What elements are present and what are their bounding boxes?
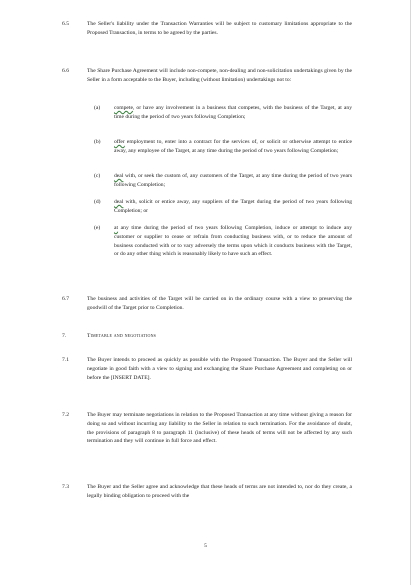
- paragraph-text: The Buyer may terminate negotiations in relation to the Proposed Transaction at any time without giving a reason for doing so and without incurring any liability to the Seller in relation to such termination. For the avoidance of doubt, the provisions of paragraph 8 to paragraph 11 (inclusive) of these heads of terms will not be affected by any such termination and they will continue in full force and effect.: [87, 412, 352, 445]
- subparagraph-a: [94, 104, 352, 122]
- paragraph-number: 7.2: [62, 412, 69, 418]
- subparagraph-number: (a): [94, 105, 101, 111]
- paragraph-text: The Seller's liability under the Transaction Warranties will be subject to customary limitations appropriate to the Proposed Transaction, in terms to be agreed by the parties.: [87, 21, 352, 36]
- spellcheck-word: compete: [114, 105, 133, 111]
- subparagraph-c: [94, 172, 352, 190]
- subparagraph-number: (c): [94, 173, 101, 179]
- paragraph-7-2: [62, 411, 352, 446]
- paragraph-number: 6.6: [62, 68, 69, 74]
- paragraph-text: The Share Purchase Agreement will include non-compete, non-dealing and non-solicitation undertakings given by the Seller in a form acceptable to the Buyer, including (without limitation) undertakings not to:: [87, 68, 352, 83]
- subparagraph-d: [94, 198, 352, 216]
- subparagraph-number: (e): [94, 225, 101, 231]
- subparagraph-e: [94, 224, 352, 259]
- paragraph-number: 7.3: [62, 484, 69, 490]
- paragraph-text: The Buyer and the Seller agree and acknowledge that these heads of terms are not intended to, nor do they create, a legally binding obligation to proceed with the: [87, 484, 352, 499]
- paragraph-text: The business and activities of the Target will be carried on in the ordinary course with a view to preserving the goodwill of the Target prior to Completion.: [87, 296, 352, 311]
- page-number: 5: [204, 543, 207, 549]
- spellcheck-word: at: [114, 225, 119, 231]
- subparagraph-text: offer employment to, enter into a contract for the services of, or solicit or otherwise attempt to entice away, any employee of the Target, at any time during the period of two years following Completion;: [114, 139, 352, 154]
- spellcheck-word: deal: [114, 173, 124, 179]
- subparagraph-b: [94, 138, 352, 156]
- section-heading-7: [62, 332, 352, 341]
- subparagraph-number: (d): [94, 199, 101, 205]
- subparagraph-text: deal with, or seek the custom of, any customers of the Target, at any time during the period of two years following Completion;: [114, 173, 352, 188]
- paragraph-number: 6.5: [62, 21, 69, 27]
- spellcheck-word: deal: [114, 199, 124, 205]
- paragraph-text: The Buyer intends to proceed as quickly as possible with the Proposed Transaction. The Buyer and the Seller will negotiate in good faith with a view to signing and exchanging the Share Purchase Agreement and completing on or before the [INSERT DATE].: [87, 357, 352, 381]
- paragraph-6-7: [62, 295, 352, 313]
- subparagraph-number: (b): [94, 139, 101, 145]
- paragraph-6-6: [62, 67, 352, 85]
- paragraph-number: 6.7: [62, 296, 69, 302]
- paragraph-6-5: [62, 20, 352, 38]
- paragraph-number: 7.1: [62, 357, 69, 363]
- subparagraph-text: compete, or have any involvement in a business that competes, with the business of the Target, at any time during the period of two years following Completion;: [114, 105, 352, 120]
- subparagraph-text: deal with, solicit or entice away, any suppliers of the Target during the period of two years following Completion; or: [114, 199, 352, 214]
- section-title: Timetable and negotiations: [87, 333, 157, 339]
- spellcheck-word: offer: [114, 139, 125, 145]
- paragraph-7-1: [62, 356, 352, 382]
- section-number: 7.: [62, 333, 67, 339]
- subparagraph-text: at any time during the period of two years following Completion, induce or attempt to induce any customer or supplier to cease or refrain from conducting business with, or to reduce the amount of business conducted with or to vary adversely the terms upon which it conducts business with the Target, or do any other thing which is reasonably likely to have such an effect.: [114, 225, 352, 258]
- paragraph-7-3: [62, 483, 352, 501]
